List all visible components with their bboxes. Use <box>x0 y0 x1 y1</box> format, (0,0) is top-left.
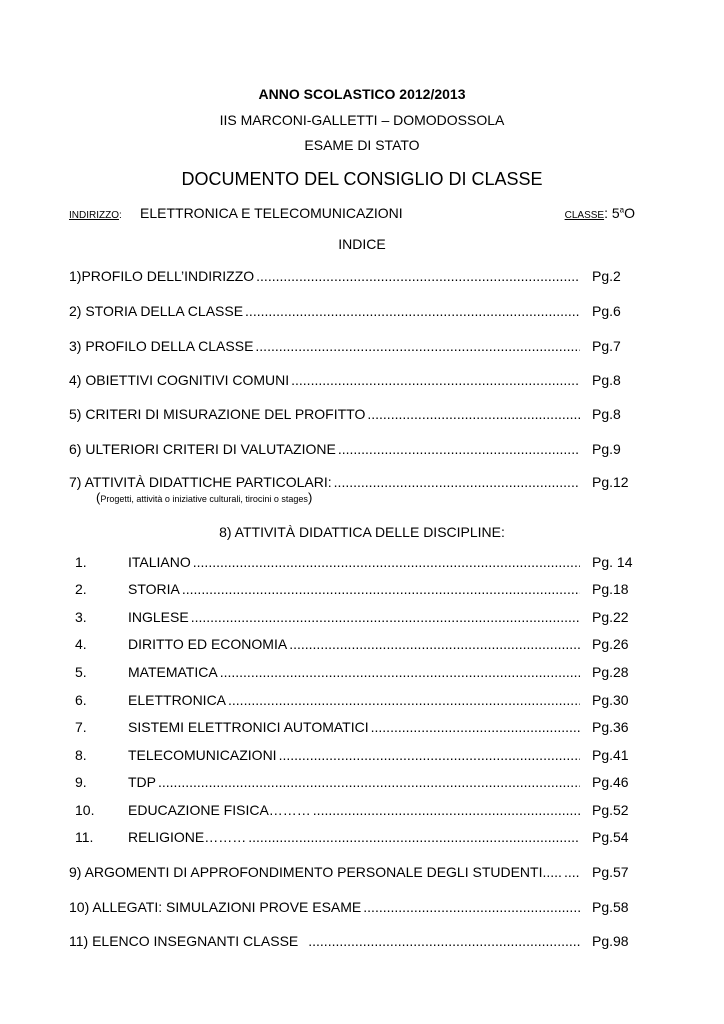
discipline-entry: 8. TELECOMUNICAZIONI ..... Pg.41 <box>69 745 635 765</box>
exam-heading: ESAME DI STATO <box>304 137 420 153</box>
classe-info: CLASSE: 5$^a$O <box>564 205 635 221</box>
toc-entry: 3) PROFILO DELLA CLASSE ..... Pg.7 <box>69 336 635 356</box>
discipline-entry: 6. ELETTRONICA ..... Pg.30 <box>69 690 635 710</box>
toc-entry: 5) CRITERI DI MISURAZIONE DEL PROFITTO ..... Pg.8 <box>69 404 635 424</box>
discipline-entry: 2. STORIA ..... Pg.18 <box>69 579 635 599</box>
toc-entry: 11) ELENCO INSEGNANTI CLASSE ..... Pg.98 <box>69 931 635 951</box>
school-year-heading: ANNO SCOLASTICO 2012/2013 <box>258 86 466 102</box>
indirizzo-row <box>69 205 635 227</box>
discipline-entry: 5. MATEMATICA ..... Pg.28 <box>69 662 635 682</box>
toc-entry: 9) ARGOMENTI DI APPROFONDIMENTO PERSONALE DEGLI STUDENTI..... ..... Pg.57 <box>69 862 635 882</box>
discipline-entry: 1. ITALIANO ..... Pg. 14 <box>69 552 635 572</box>
index-title: INDICE <box>338 236 386 252</box>
toc-entry: 2) STORIA DELLA CLASSE ..... Pg.6 <box>69 301 635 321</box>
school-name: IIS MARCONI-GALLETTI – DOMODOSSOLA <box>219 112 505 128</box>
discipline-entry: 4. DIRITTO ED ECONOMIA ..... Pg.26 <box>69 634 635 654</box>
toc-entry: 1)PROFILO DELL’INDIRIZZO ..... Pg.2 <box>69 266 635 286</box>
toc-entry: 10) ALLEGATI: SIMULAZIONI PROVE ESAME ..... Pg.58 <box>69 897 635 917</box>
discipline-entry: 11. RELIGIONE……… ..... Pg.54 <box>69 827 635 847</box>
indirizzo-label: INDIRIZZO: <box>69 210 122 221</box>
discipline-entry: 3. INGLESE ..... Pg.22 <box>69 607 635 627</box>
document-title: DOCUMENTO DEL CONSIGLIO DI CLASSE <box>181 169 543 189</box>
toc-entry: 7) ATTIVITÀ DIDATTICHE PARTICOLARI: ..... Pg.12 <box>69 472 635 492</box>
toc-entry: 6) ULTERIORI CRITERI DI VALUTAZIONE ..... Pg.9 <box>69 439 635 459</box>
discipline-entry: 10. EDUCAZIONE FISICA……… ..... Pg.52 <box>69 800 635 820</box>
discipline-entry: 9. TDP ..... Pg.46 <box>69 772 635 792</box>
discipline-entry: 7. SISTEMI ELETTRONICI AUTOMATICI ..... Pg.36 <box>69 717 635 737</box>
toc-entry: 4) OBIETTIVI COGNITIVI COMUNI ..... Pg.8 <box>69 370 635 390</box>
section-8-title: 8) ATTIVITÀ DIDATTICA DELLE DISCIPLINE: <box>219 524 505 540</box>
indirizzo-value: ELETTRONICA E TELECOMUNICAZIONI <box>140 205 403 221</box>
toc-note: (Progetti, attività o iniziative culturali, tirocini o stages) <box>96 490 313 505</box>
